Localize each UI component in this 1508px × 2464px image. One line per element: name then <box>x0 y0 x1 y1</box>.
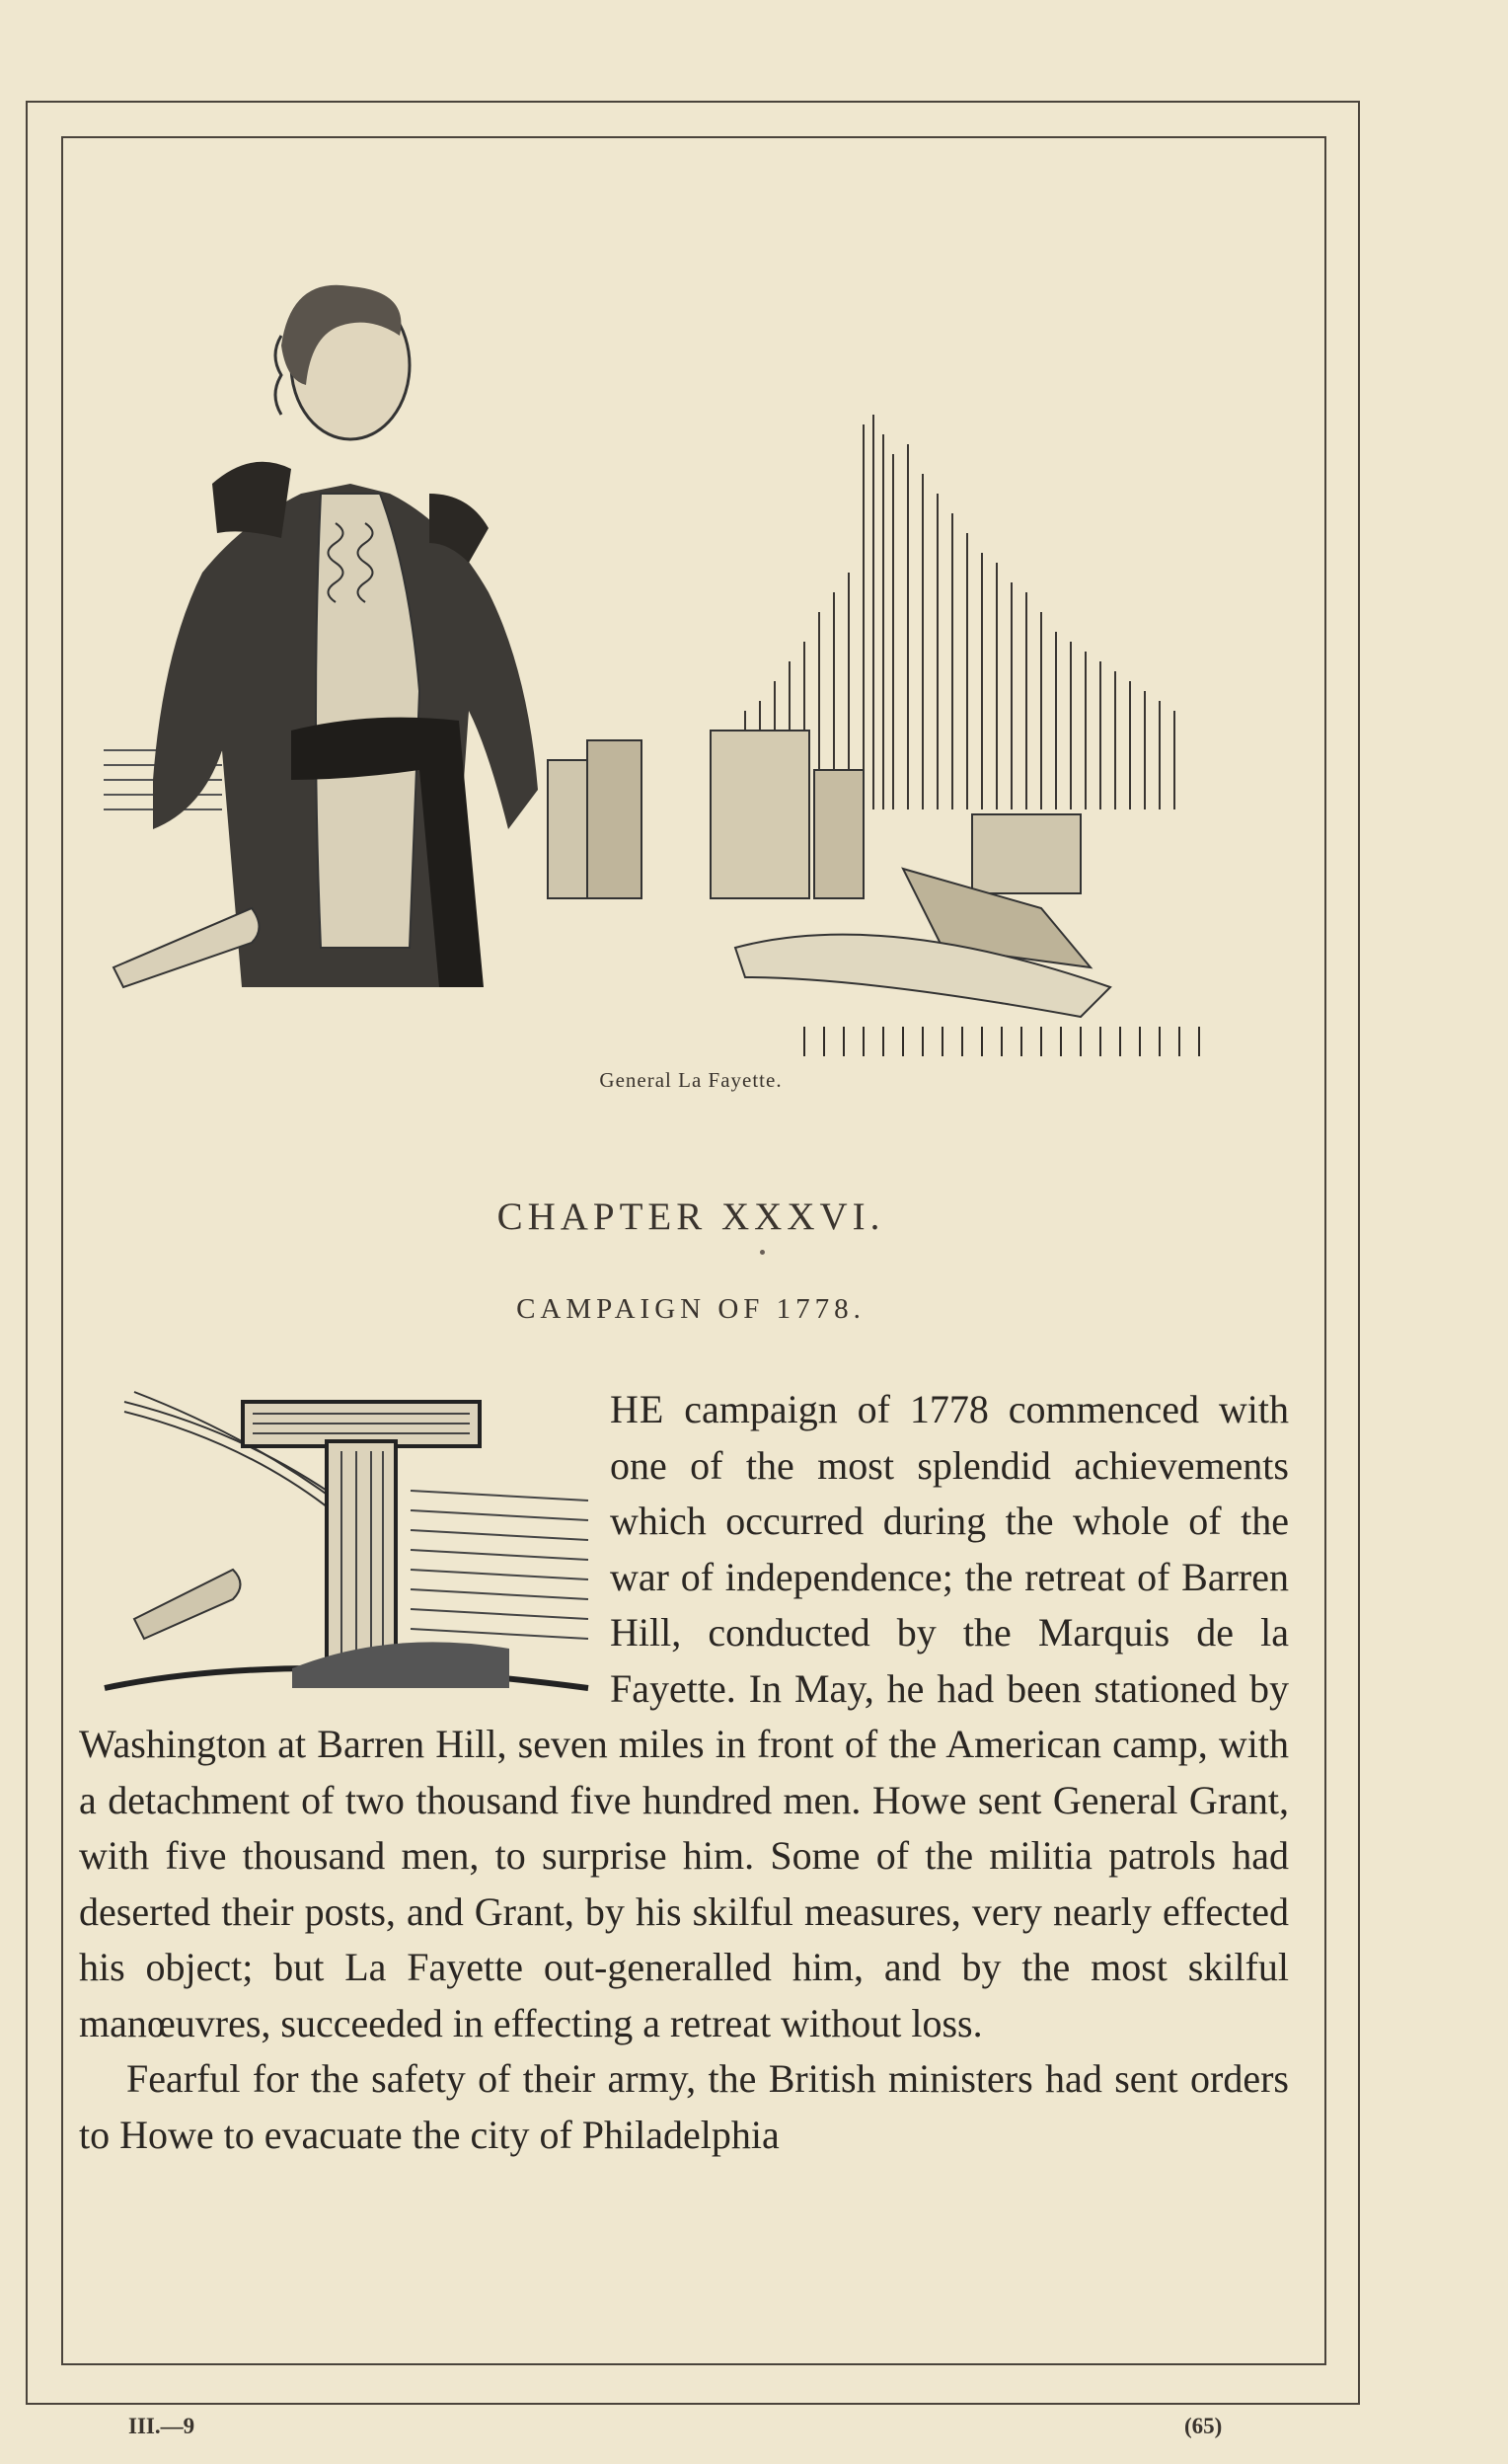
paragraph-1-text: campaign of 1778 commenced with one of the most splendid achievements which occurred during the whole of the war of independence; the retreat of Barren Hill, conducted by the Marquis de la Fayette. In May, he had been stationed by Washington at Barren Hill, seven miles in front of the American camp, with a detachment of two thousand five hundred men. Howe sent General Grant, with five thousand men, to surprise him. Some of the militia patrols had deserted their posts, and Grant, by his skilful measures, very nearly effected his object; but La Fayette out-generalled him, and by the most skilful manœuvres, succeeded in effecting a retreat without loss. <box>79 1387 1289 2045</box>
paragraph-2: Fearful for the safety of their army, the British ministers had sent orders to Howe to evacuate the city of Philadelphia <box>79 2056 1289 2157</box>
portrait-engraving <box>94 197 1308 1076</box>
drop-cap-space <box>79 1382 610 1708</box>
signature-mark: III.—9 <box>128 2414 195 2438</box>
divider-dot <box>760 1250 765 1255</box>
chapter-title: CHAPTER XXXVI. <box>496 1195 885 1238</box>
body-text <box>79 1382 1289 2163</box>
lead-word: HE <box>610 1387 665 1431</box>
chapter-subtitle: CAMPAIGN OF 1778. <box>516 1293 866 1325</box>
illustration-caption: General La Fayette. <box>599 1068 783 1092</box>
page-number: (65) <box>1184 2414 1223 2438</box>
